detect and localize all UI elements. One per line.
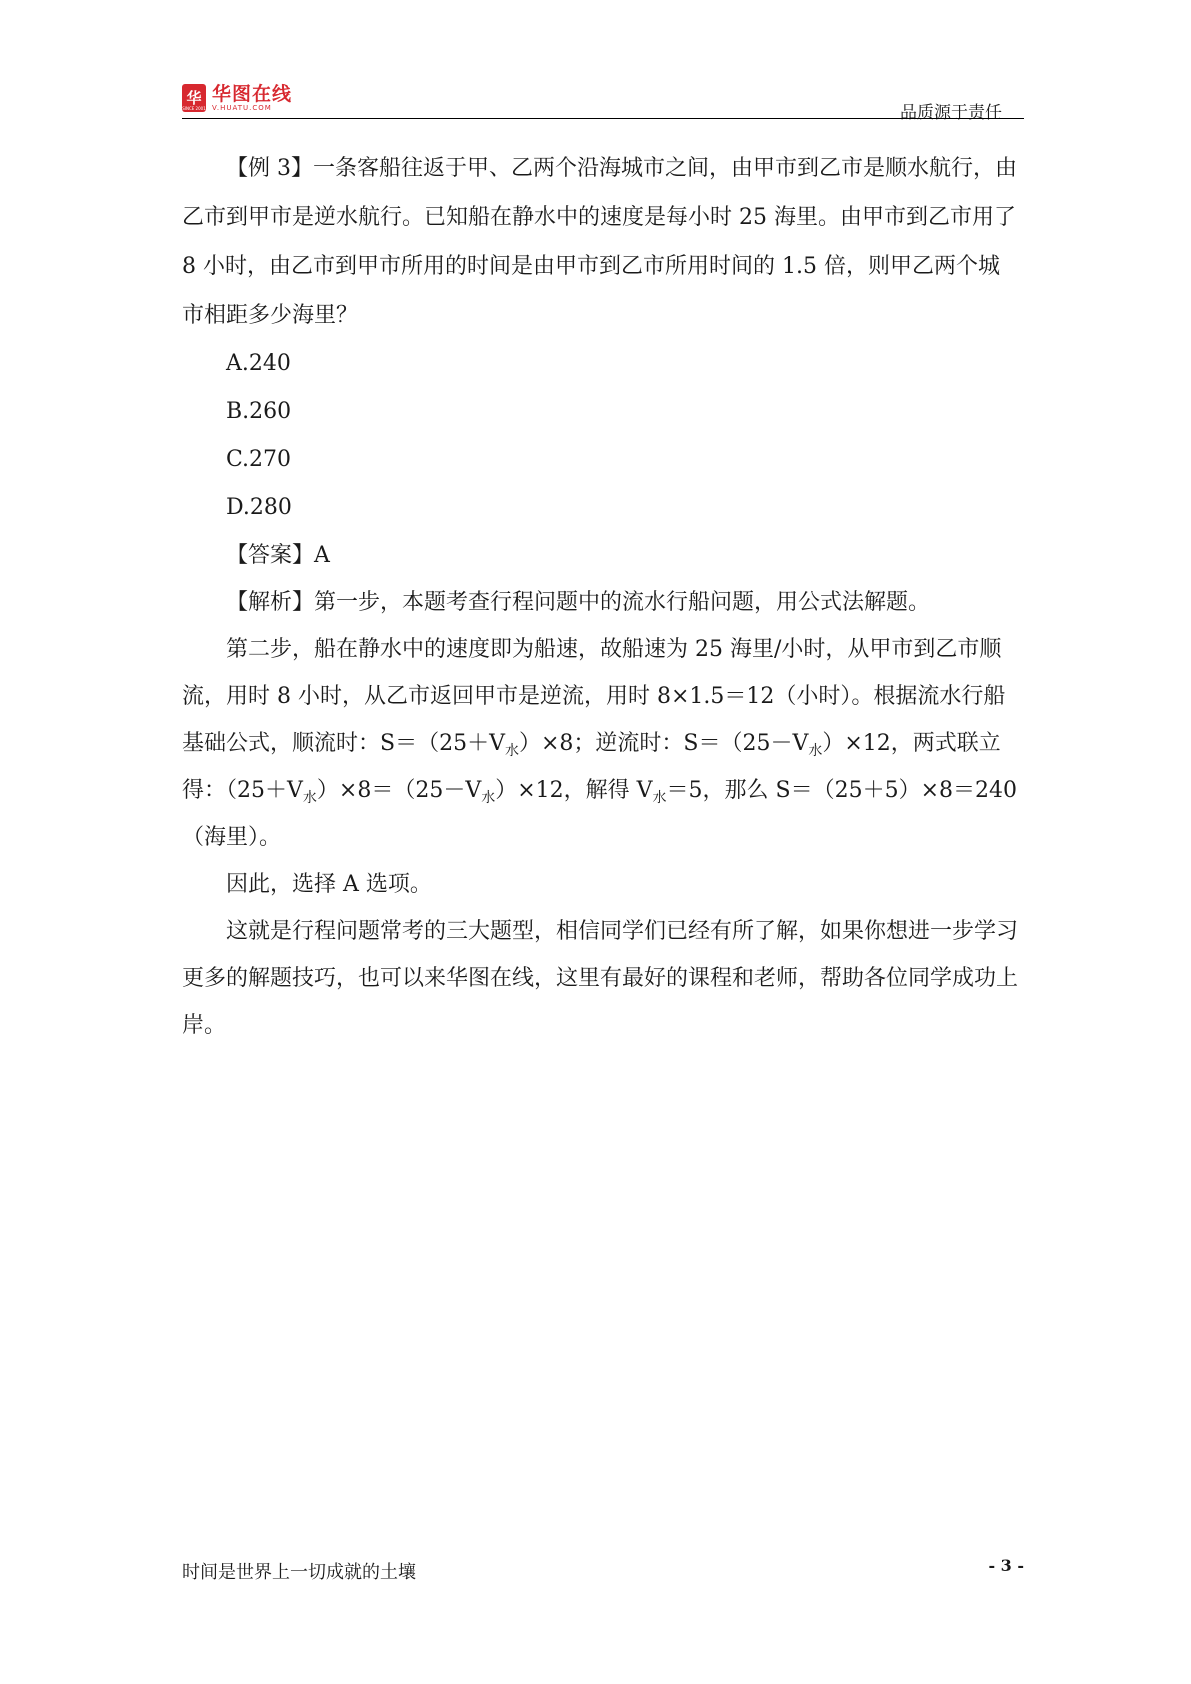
document-body: [182, 144, 1018, 1049]
option-c: C.270: [226, 447, 292, 472]
option-d: D.280: [226, 495, 292, 520]
logo-url: V.HUATU.COM: [212, 104, 272, 112]
analysis-label: 【解析】: [226, 590, 315, 615]
question-label: 【例 3】: [226, 156, 313, 181]
analysis-step1: 【解析】第一步，本题考查行程问题中的流水行船问题，用公式法解题。: [226, 590, 931, 615]
answer-value: A: [314, 543, 330, 568]
answer-paragraph: [182, 532, 1018, 579]
page-header: [182, 80, 1024, 123]
header-slogan: 品质源于责任: [900, 103, 1002, 123]
closing-paragraph: 这就是行程问题常考的三大题型，相信同学们已经有所了解，如果你想进一步学习更多的解题技巧，也可以来华图在线，这里有最好的课程和老师，帮助各位同学成功上岸。: [182, 919, 1019, 1038]
option-a: A.240: [226, 351, 291, 376]
answer-label: 【答案】: [226, 543, 315, 568]
question-paragraph: [182, 144, 1018, 340]
huatu-logo-icon: 华 SINCE 2001: [182, 84, 206, 112]
huatu-logo: [182, 84, 292, 112]
logo-name: 华图在线: [212, 83, 293, 105]
question-text: 一条客船往返于甲、乙两个沿海城市之间，由甲市到乙市是顺水航行，由乙市到甲市是逆水航行。已知船在静水中的速度是每小时 25 海里。由甲市到乙市用了 8 小时，由乙市到甲市所用的时间是由甲市到乙市所用时间的 1.5 倍，则甲乙两个城市相距多少海里？: [182, 156, 1018, 328]
page-number: - 3 -: [988, 1556, 1024, 1575]
analysis-step2: 第二步，船在静水中的速度即为船速，故船速为 25 海里/小时，从甲市到乙市顺流，用时 8 小时，从乙市返回甲市是逆流，用时 8×1.5＝12（小时）。根据流水行船基础公式，顺流时：$S=(25+V_水)\times 8$；逆流时：$S=(25-V_水)\times 12$，两式联立得：$(25+V_水)\times 8=(25-V_水)\times 12$，解得 $V_水=5$，那么 S＝（25＋5）×8＝240（海里）。: [182, 637, 1018, 850]
header-divider: [182, 118, 1024, 119]
option-b: B.260: [226, 399, 292, 424]
analysis-conclusion: 因此，选择 A 选项。: [226, 872, 432, 897]
footer-motto: 时间是世界上一切成就的土壤: [182, 1562, 416, 1583]
